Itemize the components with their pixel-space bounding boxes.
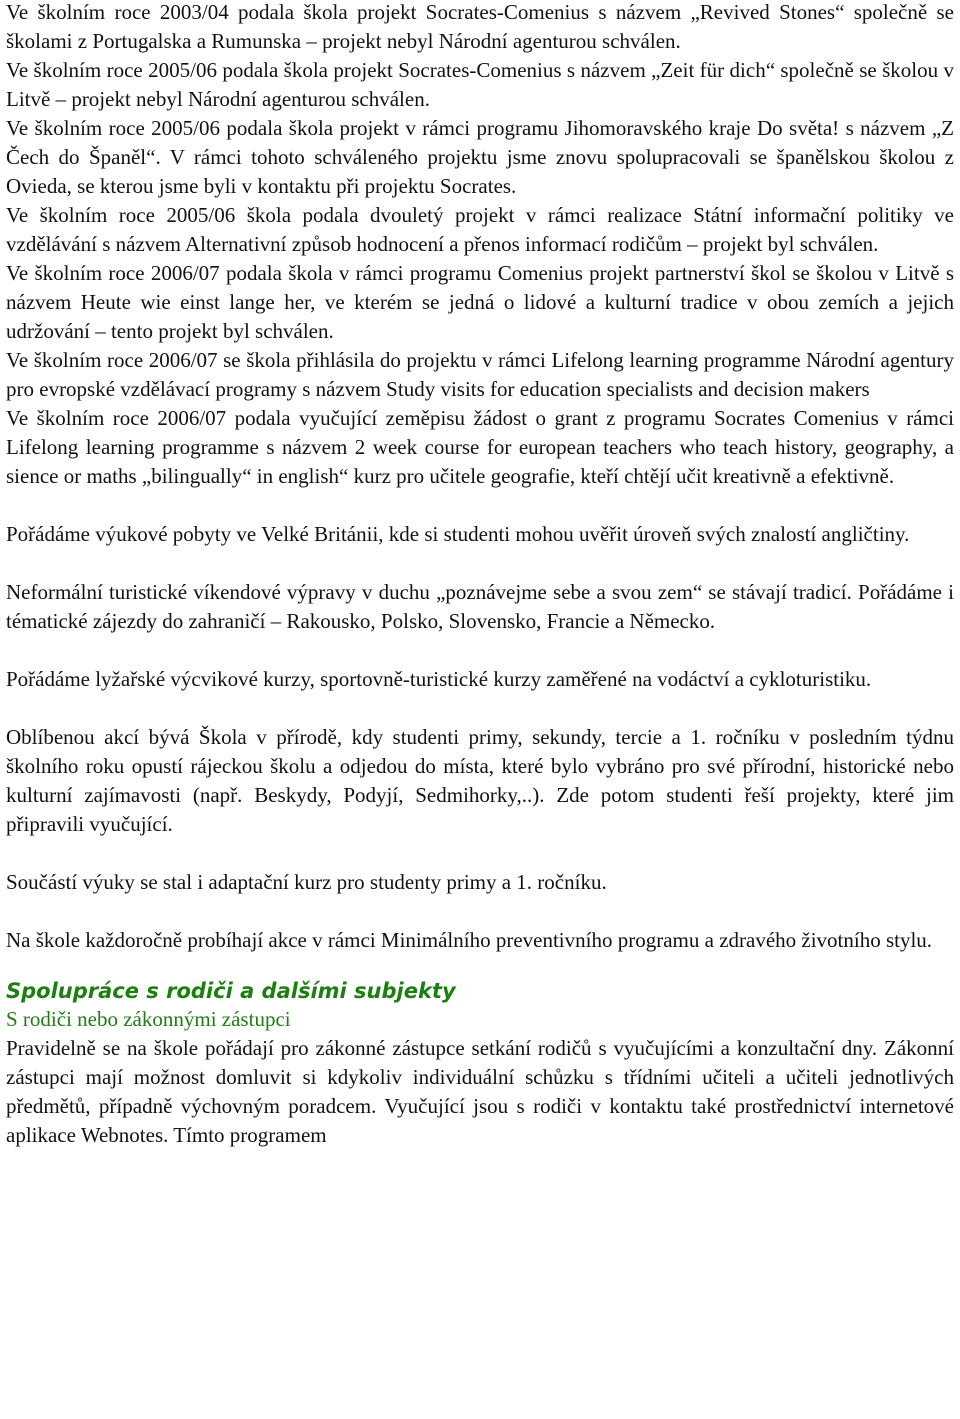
paragraph-alternativni-zpusob: Ve školním roce 2005/06 škola podala dvouletý projekt v rámci realizace Státní informační politiky ve vzdělávání s názvem Alternativní způsob hodnocení a přenos informací rodičům – projekt byl schválen. [6,203,954,256]
paragraph-turisticke-vypravy: Neformální turistické víkendové výpravy v duchu „poznávejme sebe a svou zem“ se stávají tradicí. Pořádáme i tématické zájezdy do zahraničí – Rakousko, Polsko, Slovensko, Francie a Německo. [6,580,954,633]
paragraph-grant-socrates: Ve školním roce 2006/07 podala vyučující zeměpisu žádost o grant z programu Socrates Comenius v rámci Lifelong learning programme s názvem 2 week course for european teachers who teach history, geography, a sience or maths „bilingually“ in english“ kurz pro učitele geografie, kteří chtějí učit kreativně a efektivně. [6,406,954,488]
paragraph-preventivni-program: Na škole každoročně probíhají akce v rámci Minimálního preventivního programu a zdravého životního stylu. [6,928,933,952]
paragraph-rodice: Pravidelně se na škole pořádají pro zákonné zástupce setkání rodičů s vyučujícími a konzultační dny. Zákonní zástupci mají možnost domluvit si kdykoliv individuální schůzku s třídními učiteli a učiteli jednotlivých předmětů, případně výchovným poradcem. Vyučující jsou s rodiči v kontaktu také prostřednictví internetové aplikace Webnotes. Tímto programem [6,1036,954,1147]
paragraph-adaptacni-kurz: Součástí výuky se stal i adaptační kurz pro studenty primy a 1. ročníku. [6,870,607,894]
document-page [6,0,954,1150]
subheading: S rodiči nebo zákonnými zástupci [6,1007,291,1031]
paragraph-revived-stones: Ve školním roce 2003/04 podala škola projekt Socrates-Comenius s názvem „Revived Stones“ společně se školami z Portugalska a Rumunska – projekt nebyl Národní agenturou schválen. [6,0,954,53]
section-heading: Spolupráce s rodiči a dalšími subjekty [6,979,456,1003]
paragraph-lyzarske-kurzy: Pořádáme lyžařské výcvikové kurzy, sportovně-turistické kurzy zaměřené na vodáctví a cykloturistiku. [6,667,872,691]
paragraph-skola-v-prirode: Oblíbenou akcí bývá Škola v přírodě, kdy studenti primy, sekundy, tercie a 1. ročníku v posledním týdnu školního roku opustí rájeckou školu a odjedou do místa, které bylo vybráno pro své přírodní, historické nebo kulturní zajímavosti (např. Beskydy, Podyjí, Sedmihorky,..). Zde potom studenti řeší projekty, které jim připravili vyučující. [6,725,954,836]
paragraph-heute-wie-einst: Ve školním roce 2006/07 podala škola v rámci programu Comenius projekt partnerství škol se školou v Litvě s názvem Heute wie einst lange her, ve kterém se jedná o lidové a kulturní tradice v obou zemích a jejich udržování – tento projekt byl schválen. [6,261,954,343]
paragraph-study-visits: Ve školním roce 2006/07 se škola přihlásila do projektu v rámci Lifelong learning programme Národní agentury pro evropské vzdělávací programy s názvem Study visits for education specialists and decision makers [6,348,954,401]
paragraph-z-cech-do-spanel: Ve školním roce 2005/06 podala škola projekt v rámci programu Jihomoravského kraje Do světa! s názvem „Z Čech do Španěl“. V rámci tohoto schváleného projektu jsme znovu spolupracovali se španělskou školou z Ovieda, se kterou jsme byli v kontaktu při projektu Socrates. [6,116,954,198]
paragraph-vyukove-pobyty: Pořádáme výukové pobyty ve Velké Británii, kde si studenti mohou uvěřit úroveň svých znalostí angličtiny. [6,522,910,546]
paragraph-zeit-fur-dich: Ve školním roce 2005/06 podala škola projekt Socrates-Comenius s názvem „Zeit für dich“ společně se školou v Litvě – projekt nebyl Národní agenturou schválen. [6,58,954,111]
